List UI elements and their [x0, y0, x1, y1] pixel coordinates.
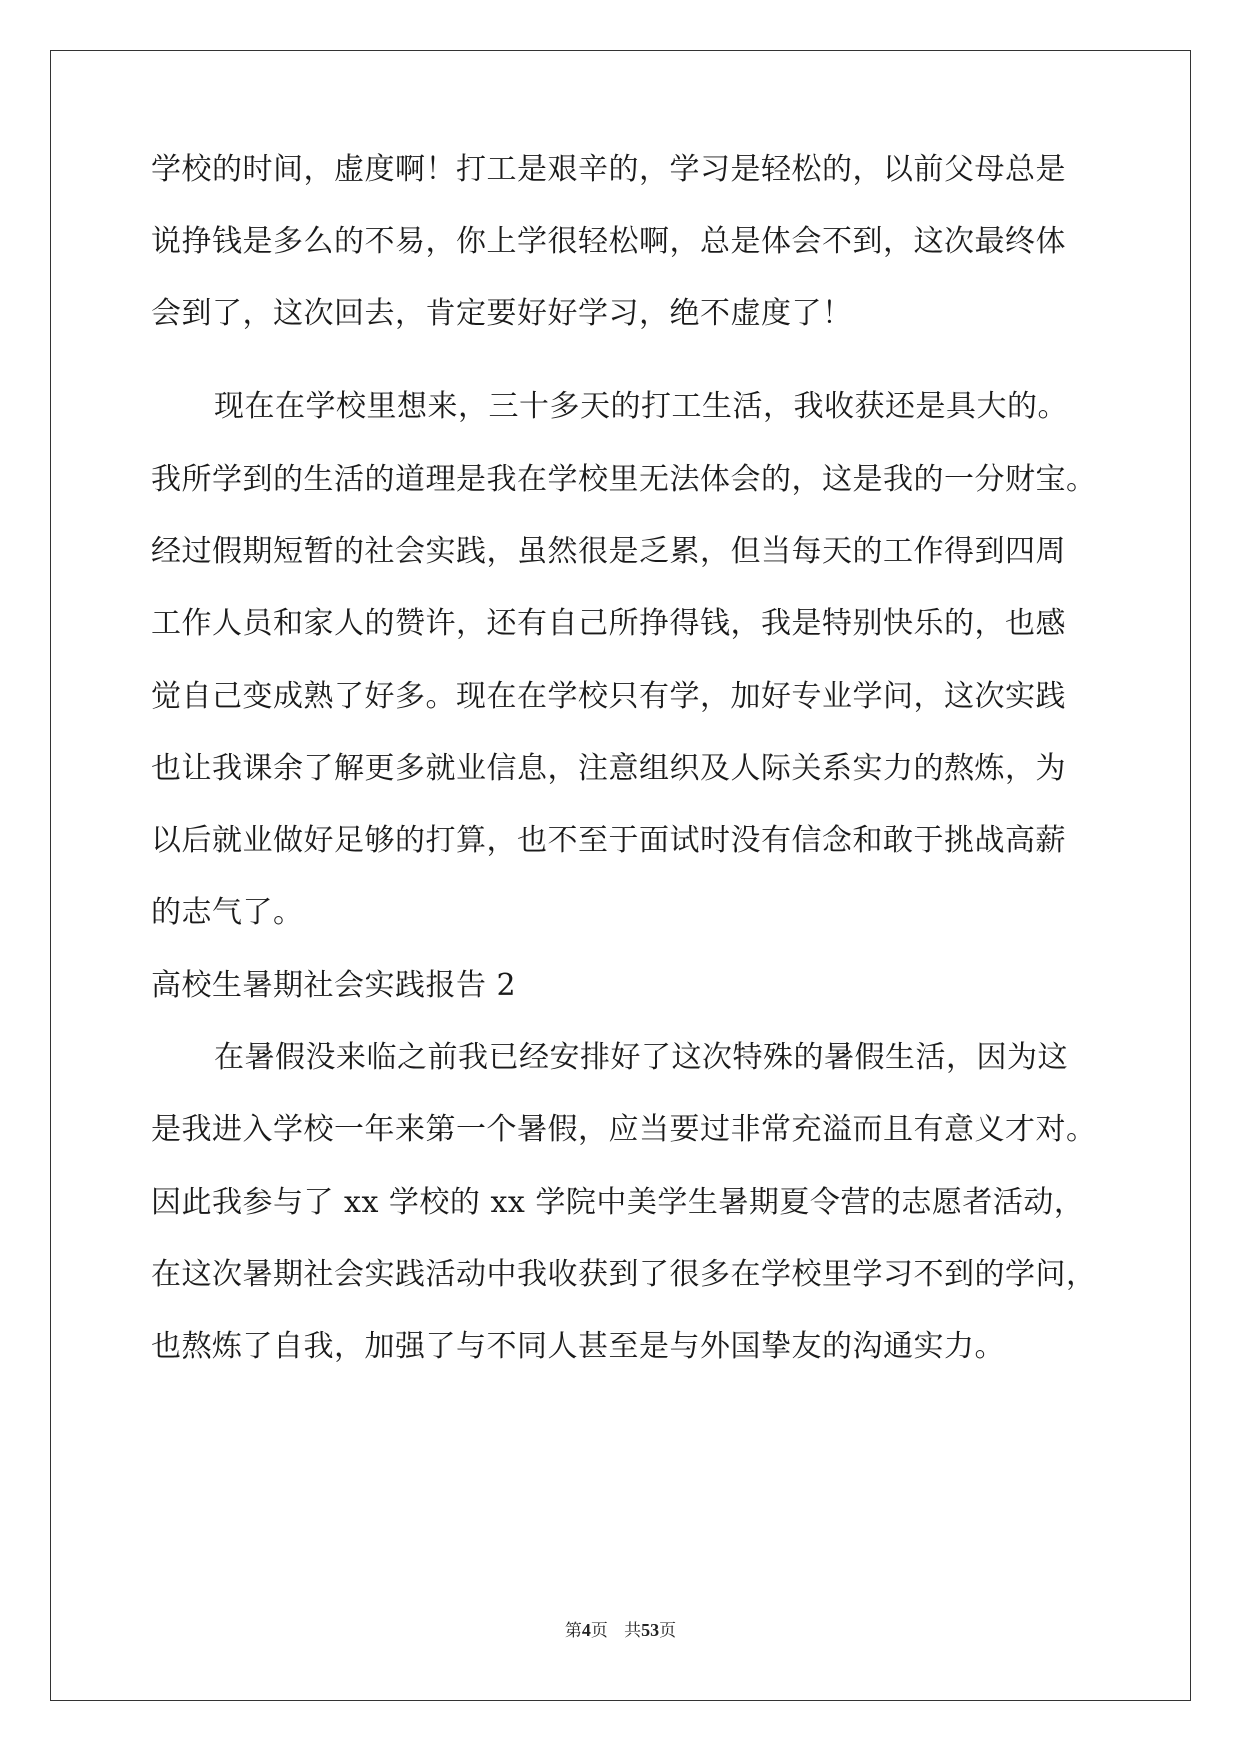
- paragraph-line: 也熬炼了自我，加强了与不同人甚至是与外国挚友的沟通实力。: [151, 1329, 1005, 1364]
- paragraph-line: 以后就业做好足够的打算，也不至于面试时没有信念和敢于挑战高薪: [151, 823, 1066, 858]
- paragraph-line: 现在在学校里想来，三十多天的打工生活，我收获还是具大的。: [214, 389, 1068, 424]
- page-footer: [0, 1618, 1241, 1643]
- paragraph-line: 因此我参与了 xx 学校的 xx 学院中美学生暑期夏令营的志愿者活动，: [151, 1185, 1085, 1220]
- current-page-number: 4: [581, 1620, 591, 1640]
- paragraph-line: 在暑假没来临之前我已经安排好了这次特殊的暑假生活，因为这: [214, 1040, 1068, 1075]
- footer-prefix: 第: [564, 1621, 582, 1641]
- footer-total-prefix: 共: [624, 1621, 642, 1641]
- footer-page-word: 页: [590, 1621, 608, 1641]
- paragraph-line: 也让我课余了解更多就业信息，注意组织及人际关系实力的熬炼，为: [151, 751, 1066, 786]
- paragraph-line: 觉自己变成熟了好多。现在在学校只有学，加好专业学问，这次实践: [151, 679, 1066, 714]
- paragraph-line: 经过假期短暂的社会实践，虽然很是乏累，但当每天的工作得到四周: [151, 534, 1066, 569]
- paragraph-line: 是我进入学校一年来第一个暑假，应当要过非常充溢而且有意义才对。: [151, 1112, 1097, 1147]
- section-heading: 高校生暑期社会实践报告 2: [151, 968, 517, 1003]
- footer-total-suffix: 页: [659, 1621, 677, 1641]
- paragraph-line: 学校的时间，虚度啊！打工是艰辛的，学习是轻松的，以前父母总是: [151, 152, 1066, 187]
- total-page-count: 53: [641, 1620, 660, 1640]
- paragraph-line: 我所学到的生活的道理是我在学校里无法体会的，这是我的一分财宝。: [151, 462, 1097, 497]
- paragraph-line: 说挣钱是多么的不易，你上学很轻松啊，总是体会不到，这次最终体: [151, 224, 1066, 259]
- paragraph-line: 会到了，这次回去，肯定要好好学习，绝不虚度了！: [151, 296, 853, 331]
- paragraph-line: 工作人员和家人的赞许，还有自己所挣得钱，我是特别快乐的，也感: [151, 606, 1066, 641]
- paragraph-line: 的志气了。: [151, 895, 304, 930]
- paragraph-line: 在这次暑期社会实践活动中我收获到了很多在学校里学习不到的学问，: [151, 1257, 1097, 1292]
